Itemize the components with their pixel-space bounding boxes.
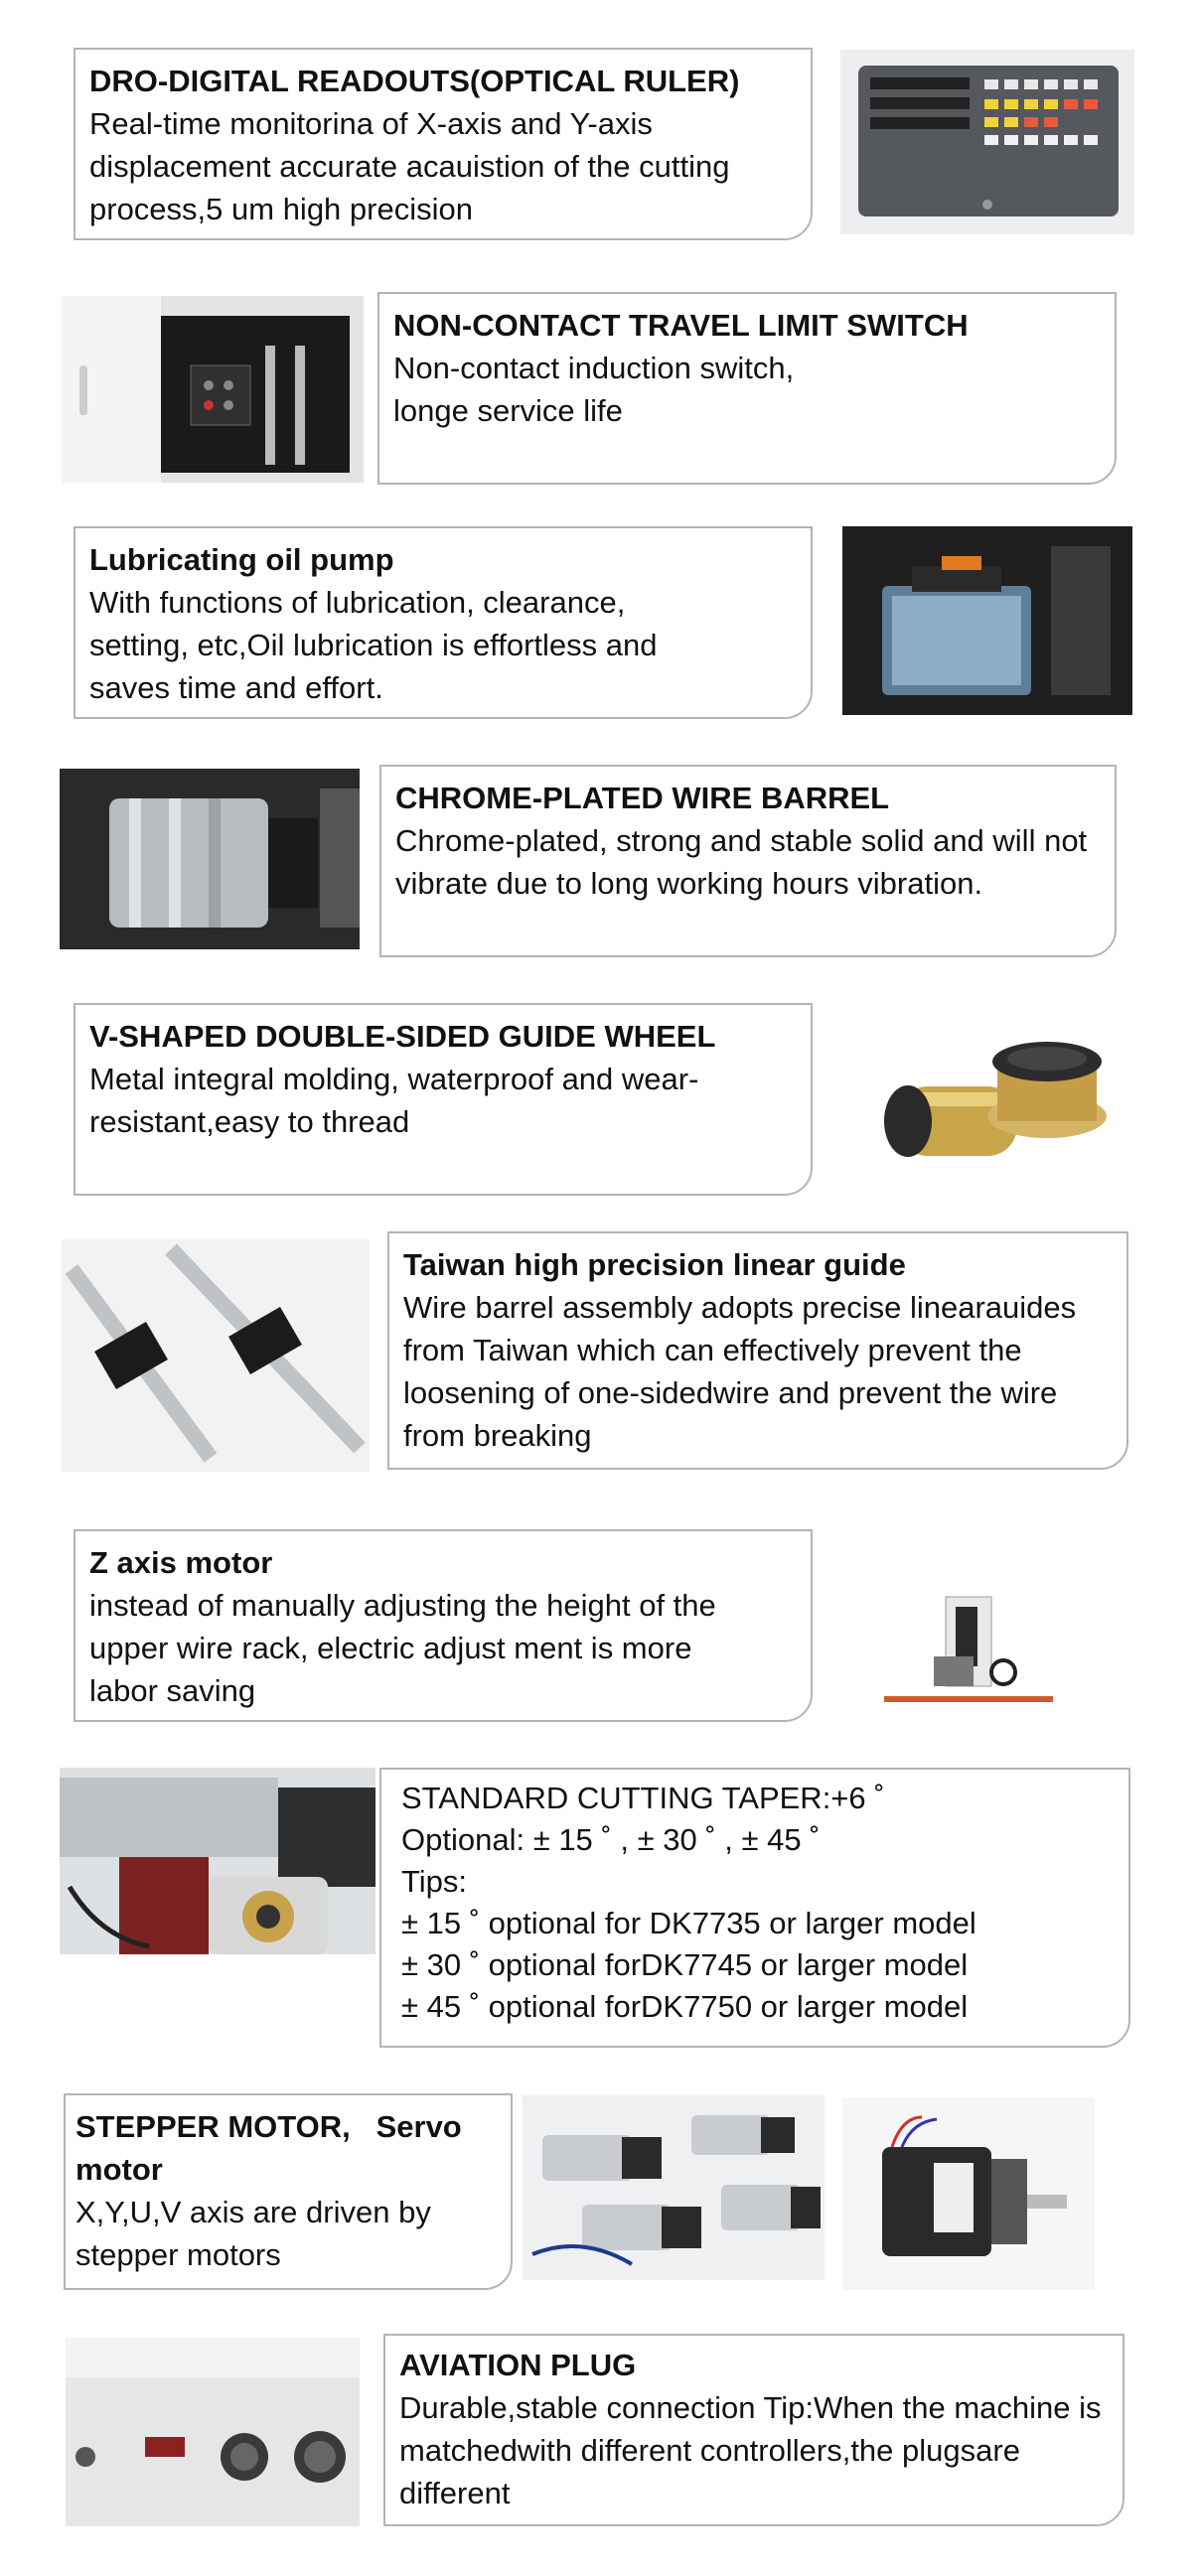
wire-barrel-icon xyxy=(60,769,360,949)
limit-switch-icon xyxy=(62,296,364,483)
feature-card-oil-pump xyxy=(74,526,813,719)
aviation-plug-icon xyxy=(66,2338,360,2526)
feature-card-taper xyxy=(379,1768,1130,2048)
feature-title: V-SHAPED DOUBLE-SIDED GUIDE WHEEL xyxy=(89,1019,716,1054)
feature-description: instead of manually adjusting the height of the upper wire rack, electric adjust ment is more labor saving xyxy=(89,1588,716,1708)
feature-description: X,Y,U,V axis are driven by stepper motors xyxy=(75,2195,431,2272)
taper-tip-45: ± 45 ˚ optional forDK7750 or larger model xyxy=(401,1989,969,2024)
taper-standard: STANDARD CUTTING TAPER:+6 ˚ xyxy=(401,1781,885,1815)
feature-description: Durable,stable connection Tip:When the machine is matchedwith different controllers,the plugsare different xyxy=(399,2390,1102,2510)
oil-pump-icon xyxy=(842,526,1132,715)
feature-title: Lubricating oil pump xyxy=(89,542,394,577)
feature-title: NON-CONTACT TRAVEL LIMIT SWITCH xyxy=(393,308,969,343)
feature-title: STEPPER MOTOR, Servo motor xyxy=(75,2109,471,2187)
feature-description: Chrome-plated, strong and stable solid and will not vibrate due to long working hours vibration. xyxy=(395,823,1088,901)
guide-wheel-icon xyxy=(848,1007,1136,1196)
servo-motors-icon xyxy=(523,2095,825,2280)
feature-description: Non-contact induction switch, longe service life xyxy=(393,351,795,428)
taper-head-icon xyxy=(60,1768,375,1954)
dro-display-icon xyxy=(840,50,1134,234)
taper-tip-30: ± 30 ˚ optional forDK7745 or larger model xyxy=(401,1947,969,1982)
feature-card-aviation-plug xyxy=(383,2334,1125,2526)
taper-tips-label: Tips: xyxy=(401,1864,468,1899)
feature-card-guide-wheel xyxy=(74,1003,813,1196)
feature-description: Metal integral molding, waterproof and wear-resistant,easy to thread xyxy=(89,1062,699,1139)
feature-title: AVIATION PLUG xyxy=(399,2348,637,2382)
feature-description: Wire barrel assembly adopts precise linearauides from Taiwan which can effectively prevent the loosening of one-sidedwire and prevent the wire from breaking xyxy=(403,1290,1077,1453)
feature-title: Taiwan high precision linear guide xyxy=(403,1247,906,1282)
stepper-motor-icon xyxy=(842,2097,1095,2290)
feature-card-limit-switch xyxy=(377,292,1117,485)
feature-title: CHROME-PLATED WIRE BARREL xyxy=(395,781,890,815)
feature-description: Real-time monitorina of X-axis and Y-axis displacement accurate acauistion of the cutting process,5 um high precision xyxy=(89,106,730,226)
taper-optional: Optional: ± 15 ˚ , ± 30 ˚ , ± 45 ˚ xyxy=(401,1822,821,1857)
linear-guide-icon xyxy=(62,1239,370,1472)
feature-card-wire-barrel xyxy=(379,765,1117,957)
feature-card-stepper-motor xyxy=(64,2093,513,2290)
feature-card-linear-guide xyxy=(387,1231,1128,1470)
feature-card-z-axis-motor xyxy=(74,1529,813,1722)
feature-title: DRO-DIGITAL READOUTS(OPTICAL RULER) xyxy=(89,64,740,98)
feature-card-dro xyxy=(74,48,813,240)
taper-tip-15: ± 15 ˚ optional for DK7735 or larger model xyxy=(401,1906,976,1940)
z-axis-motor-icon xyxy=(874,1577,1063,1718)
feature-title: Z axis motor xyxy=(89,1545,273,1580)
feature-description: With functions of lubrication, clearance, setting, etc,Oil lubrication is effortless and saves time and effort. xyxy=(89,585,658,705)
